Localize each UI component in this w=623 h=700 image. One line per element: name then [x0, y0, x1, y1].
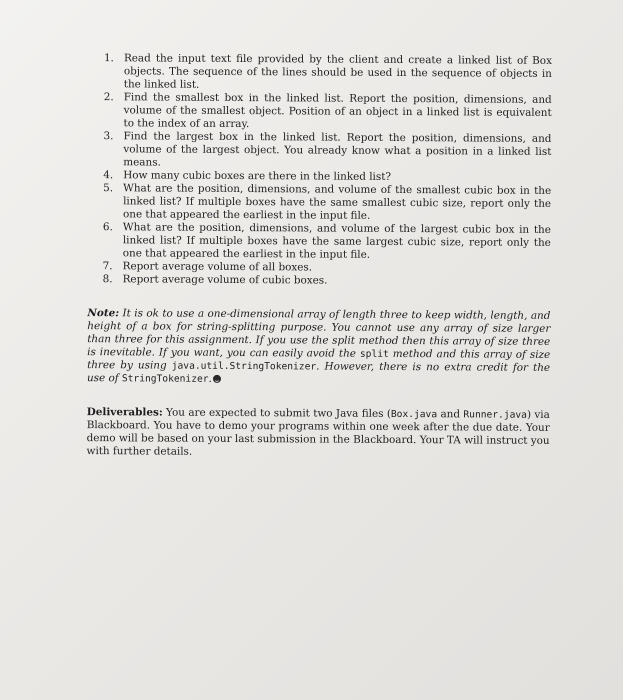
- code-split: split: [359, 348, 389, 360]
- note-text: . However, there is no extra credit for the use of: [86, 360, 551, 385]
- task-item: [74, 52, 552, 94]
- task-number: 5.: [103, 182, 114, 195]
- code-string-tokenizer-short: StringTokenizer: [121, 373, 209, 385]
- file-runner-java: Runner.java: [463, 409, 527, 421]
- task-item: [73, 182, 551, 224]
- task-item: [73, 273, 551, 289]
- note-text: method and this array of size three by using: [87, 347, 551, 372]
- deliverables-text: You are expected to submit two Java files (: [162, 406, 391, 420]
- note-text: .: [208, 372, 212, 385]
- note-label: Note:: [87, 307, 120, 320]
- task-text: Report average volume of all boxes.: [122, 260, 313, 274]
- task-number: 2.: [103, 91, 114, 104]
- file-box-java: Box.java: [390, 408, 438, 421]
- task-text: Report average volume of cubic boxes.: [122, 273, 328, 287]
- smiley-icon: [213, 375, 221, 383]
- task-number: 7.: [102, 260, 113, 273]
- task-text: Read the input text file provided by the client and create a linked list of Box objects. The sequence of the lines should be used in the sequence of objects in the linked list.: [123, 52, 552, 91]
- assignment-text: [71, 52, 552, 471]
- task-item: [73, 130, 551, 172]
- task-text: What are the position, dimensions, and volume of the largest cubic box in the linked list? If multiple boxes have the same largest cubic size, report only the one that appeared the earliest in the input file.: [122, 221, 551, 261]
- task-number: 3.: [103, 130, 114, 143]
- note-paragraph: [72, 307, 550, 388]
- task-text: Find the smallest box in the linked list. Report the position, dimensions, and volume of the smallest object. Position of an object in a linked list is equivalent to the index of an array.: [123, 91, 552, 131]
- deliverables-label: Deliverables:: [86, 406, 163, 419]
- task-number: 1.: [103, 52, 114, 65]
- task-text: Find the largest box in the linked list. Report the position, dimensions, and volume of the largest object. You already know what a position in a linked list means.: [123, 130, 552, 169]
- task-item: [73, 221, 551, 263]
- code-string-tokenizer: java.util.StringTokenizer: [171, 360, 317, 373]
- task-number: 4.: [103, 169, 114, 182]
- task-number: 8.: [102, 273, 113, 286]
- task-text: What are the position, dimensions, and volume of the smallest cubic box in the linked list? If multiple boxes have the same smallest cubic size, report only the one that appeared the earliest in the input file.: [122, 182, 552, 222]
- task-text: How many cubic boxes are there in the linked list?: [123, 169, 392, 183]
- note-text: It is ok to use a one-dimensional array of length three to keep width, length, and height of a box for string-splitting purpose. You cannot use any array of size larger than three for this assignment. If you use the split method then this array of size three is inevitable. If you want, you can easily avoid the: [87, 307, 551, 360]
- deliverables-paragraph: [72, 406, 550, 461]
- task-list: [73, 52, 552, 289]
- deliverables-text: ) via Blackboard. You have to demo your programs within one week after the due date. Your demo will be based on your last submission in the Blackboard. Your TA will instruct you with further details.: [86, 408, 550, 458]
- task-item: [74, 91, 552, 133]
- task-number: 6.: [102, 221, 113, 234]
- deliverables-text: and: [437, 408, 464, 421]
